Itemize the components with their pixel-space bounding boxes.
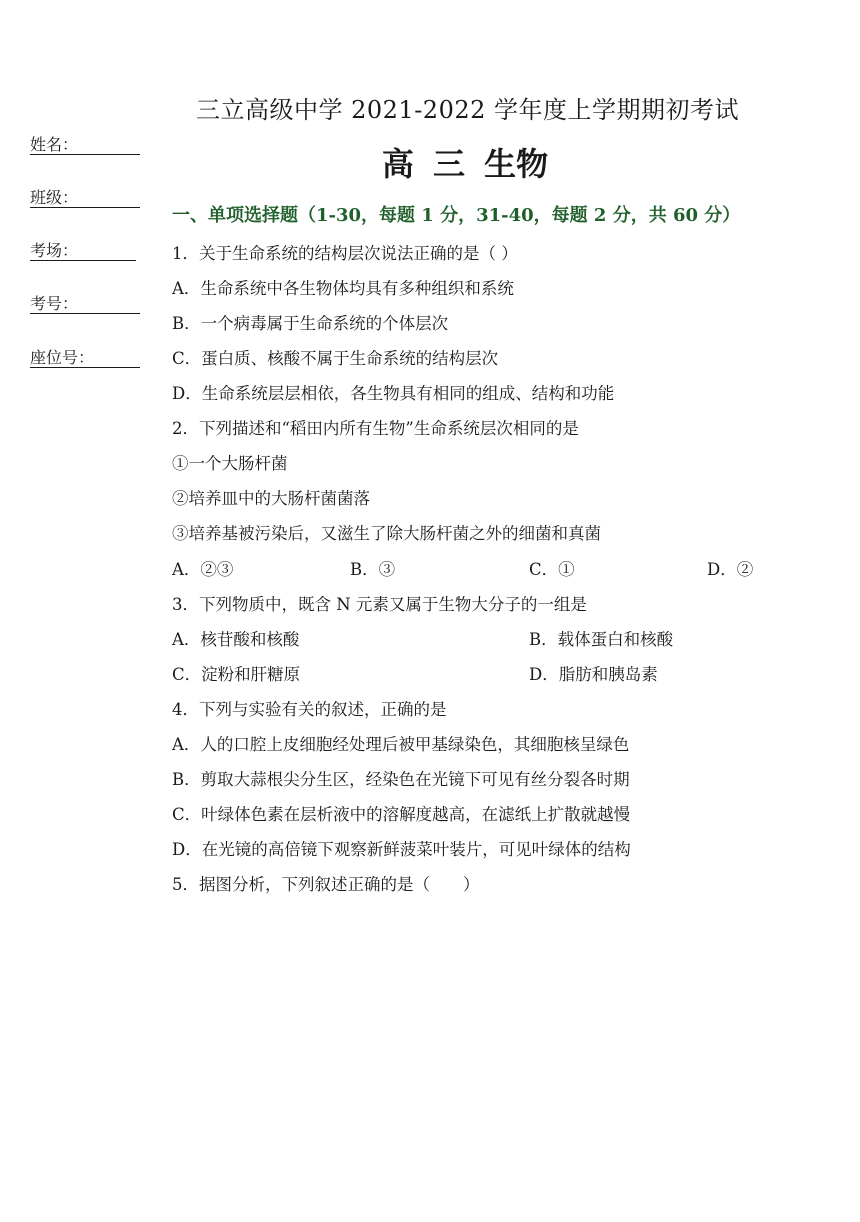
q5-stem: 5．据图分析，下列叙述正确的是（ ） [172,875,480,894]
q1-stem: 1．关于生命系统的结构层次说法正确的是（ ） [172,244,518,263]
q3-option-a: A．核苷酸和核酸 [172,630,300,649]
class-field [30,187,140,208]
q1-option-c: C．蛋白质、核酸不属于生命系统的结构层次 [172,349,499,368]
q1-option-b: B．一个病毒属于生命系统的个体层次 [172,314,449,333]
q2-option-d: D．② [707,560,754,579]
room-label: 考场： [30,241,79,260]
q3-option-b: B．载体蛋白和核酸 [529,630,674,649]
q4-option-c: C．叶绿体色素在层析液中的溶解度越高，在滤纸上扩散就越慢 [172,805,631,824]
name-label: 姓名： [30,135,79,154]
q4-option-b: B．剪取大蒜根尖分生区，经染色在光镜下可见有丝分裂各时期 [172,770,630,789]
seat-field [30,347,140,368]
q3-option-d: D．脂肪和胰岛素 [529,665,658,684]
number-label: 考号： [30,294,79,313]
q4-option-a: A．人的口腔上皮细胞经处理后被甲基绿染色，其细胞核呈绿色 [172,735,630,754]
q4-stem: 4．下列与实验有关的叙述，正确的是 [172,700,447,719]
subject-title: 高 三 生物 [381,145,549,183]
q2-item-3: ③培养基被污染后，又滋生了除大肠杆菌之外的细菌和真菌 [172,524,601,543]
q2-item-1: ①一个大肠杆菌 [172,454,288,473]
q3-option-c: C．淀粉和肝糖原 [172,665,301,684]
q4-option-d: D．在光镜的高倍镜下观察新鲜菠菜叶装片，可见叶绿体的结构 [172,840,631,859]
q2-item-2: ②培养皿中的大肠杆菌菌落 [172,489,370,508]
class-label: 班级： [30,188,79,207]
q2-option-a: A．②③ [172,560,234,579]
number-field [30,293,140,314]
q2-option-b: B．③ [350,560,396,579]
exam-title: 三立高级中学 2021-2022 学年度上学期期初考试 [195,96,740,124]
seat-label: 座位号： [30,348,95,367]
room-field [30,240,136,261]
q3-stem: 3．下列物质中，既含 N 元素又属于生物大分子的一组是 [172,595,587,614]
section-heading: 一、单项选择题（1-30，每题 1 分，31-40，每题 2 分，共 60 分） [172,205,741,226]
q2-stem: 2．下列描述和“稻田内所有生物”生命系统层次相同的是 [172,419,579,438]
q1-option-d: D．生命系统层层相依，各生物具有相同的组成、结构和功能 [172,384,615,403]
q1-option-a: A．生命系统中各生物体均具有多种组织和系统 [172,279,514,298]
q2-option-c: C．① [529,560,575,579]
name-field [30,134,140,155]
